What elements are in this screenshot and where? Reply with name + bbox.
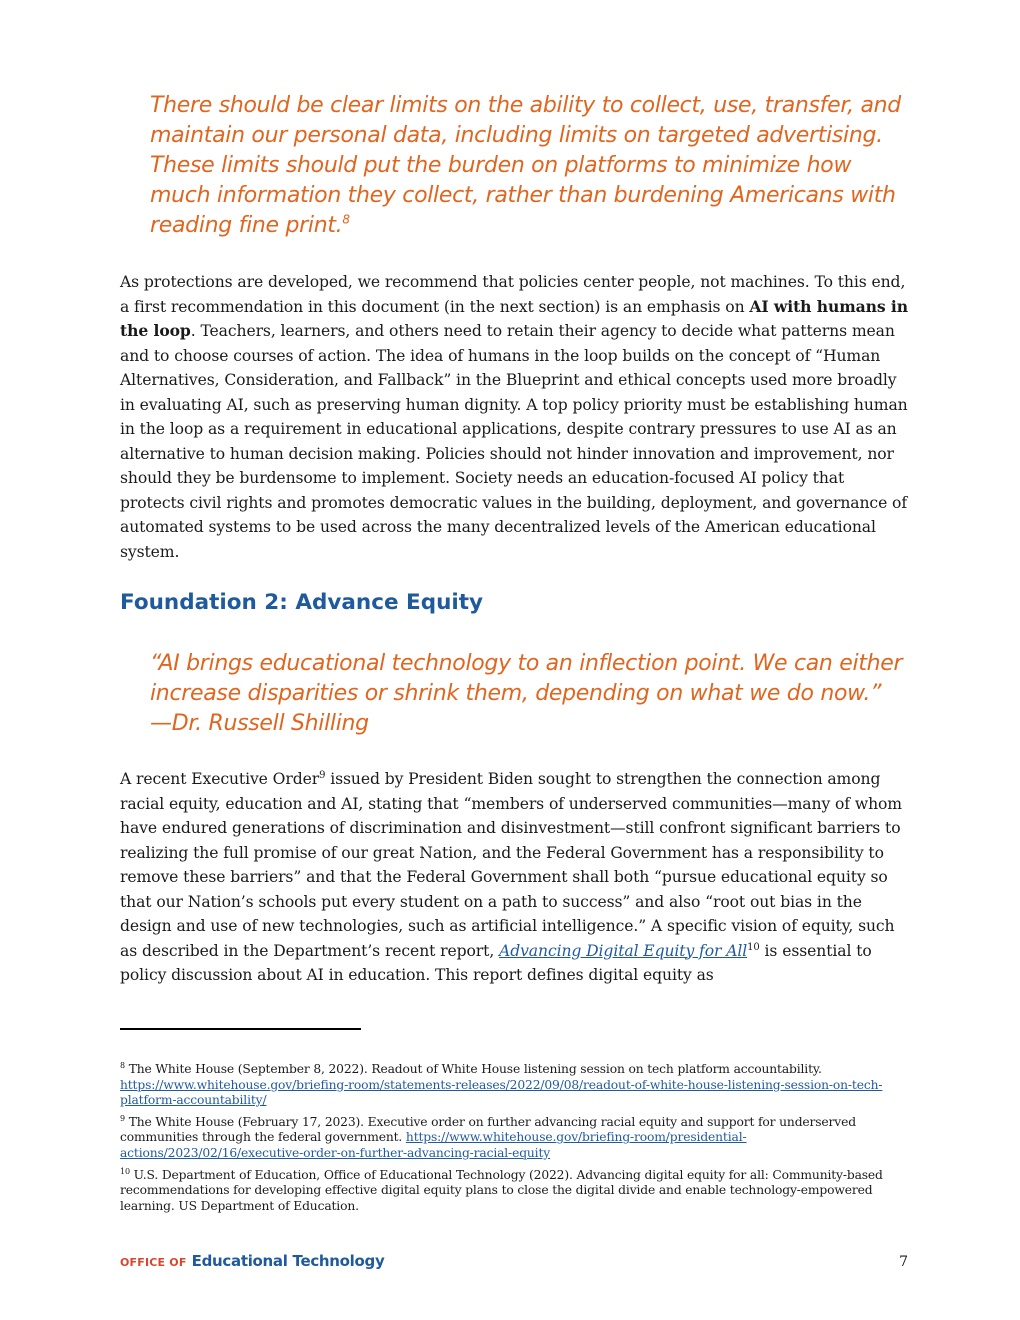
footnote-8-number: 8 (120, 1060, 125, 1070)
para1-text-b: . Teachers, learners, and others need to retain their agency to decide what patterns mean and to choose courses of action. The idea of humans in the loop builds on the concept of “Human Alternatives, Consideration, and Fallback” in the Blueprint and ethical concepts used more broadly in evaluating AI, such as preserving human dignity. A top policy priority must be establishing human in the loop as a requirement in educational applications, despite contrary pressures to use AI as an alternative to human decision making. Policies should not hinder innovation and improvement, nor should they be burdensome to implement. Society needs an education-focused AI policy that protects civil rights and promotes democratic values in the building, deployment, and governance of automated systems to be used across the many decentralized levels of the American educational system. (120, 322, 908, 561)
body-paragraph-1 (120, 270, 910, 564)
section-heading: Foundation 2: Advance Equity (120, 590, 484, 615)
para1-text-a: As protections are developed, we recommend that policies center people, not machines. To this end, a first recommendation in this document (in the next section) is an emphasis on (120, 273, 906, 316)
page-number: 7 (899, 1254, 908, 1270)
footnote-ref-10[interactable]: 10 (747, 941, 760, 953)
pull-quote-1 (150, 91, 910, 241)
para1-bold: AI with humans in the loop (120, 296, 908, 340)
footnote-ref-9[interactable]: 9 (319, 769, 326, 781)
footnote-8-link[interactable]: https://www.whitehouse.gov/briefing-room/statements-releases/2022/09/08/readout-of-white-house-listening-session-on-tech-platform-accountability/ (120, 1077, 883, 1108)
footnotes (120, 1062, 910, 1220)
pull-quote-2 (150, 649, 910, 739)
oet-logo (120, 1251, 384, 1270)
logo-educational-technology: Educational Technology (191, 1252, 385, 1270)
pull-quote-1-text: There should be clear limits on the ability to collect, use, transfer, and maintain our personal data, including limits on targeted advertising. These limits should put the burden on platforms to minimize how much information they collect, rather than burdening Americans with reading fine print. (150, 93, 901, 238)
footnote-9-link[interactable]: https://www.whitehouse.gov/briefing-room/presidential-actions/2023/02/16/executive-order-on-further-advancing-racial-equity (120, 1130, 747, 1160)
footnote-9-number: 9 (120, 1113, 125, 1123)
footnote-9 (120, 1115, 910, 1162)
pull-quote-2-attribution: —Dr. Russell Shilling (150, 711, 369, 736)
pull-quote-2-text: “AI brings educational technology to an inflection point. We can either increase disparities or shrink them, depending on what we do now.” (150, 651, 903, 706)
footnote-8 (120, 1062, 910, 1109)
footnote-9-text: The White House (February 17, 2023). Executive order on further advancing racial equity and support for underserved communities through the federal government. (120, 1114, 856, 1145)
footnote-10-number: 10 (120, 1166, 130, 1176)
para2-text-c: is essential to policy discussion about AI in education. This report defines digital equity as (120, 941, 872, 984)
para2-text-b: issued by President Biden sought to strengthen the connection among racial equity, education and AI, stating that “members of underserved communities—many of whom have endured generations of discrimination and disinvestment—still confront significant barriers to realizing the full promise of our great Nation, and the Federal Government has a responsibility to remove these barriers” and that the Federal Government shall both “pursue educational equity so that our Nation’s schools put every student on a path to success” and also “root out bias in the design and use of new technologies, such as artificial intelligence.” A specific vision of equity, such as described in the Department’s recent report, (120, 770, 902, 960)
para2-text-a: A recent Executive Order (120, 770, 320, 788)
footnote-10 (120, 1168, 910, 1215)
body-paragraph-2 (120, 767, 910, 988)
footnote-ref-8[interactable]: 8 (342, 212, 350, 227)
footnote-8-text: The White House (September 8, 2022). Readout of White House listening session on tech platform accountability. (124, 1062, 822, 1076)
advancing-digital-equity-link[interactable]: Advancing Digital Equity for All (499, 941, 748, 960)
footnote-10-text: U.S. Department of Education, Office of Educational Technology (2022). Advancing digital equity for all: Community-based recommendations for developing effective digital equity plans to close the digital divide and enable technology-empowered learning. US Department of Education. (120, 1167, 883, 1213)
footnote-divider (120, 1028, 361, 1030)
logo-office-of: OFFICE OF (120, 1256, 187, 1269)
